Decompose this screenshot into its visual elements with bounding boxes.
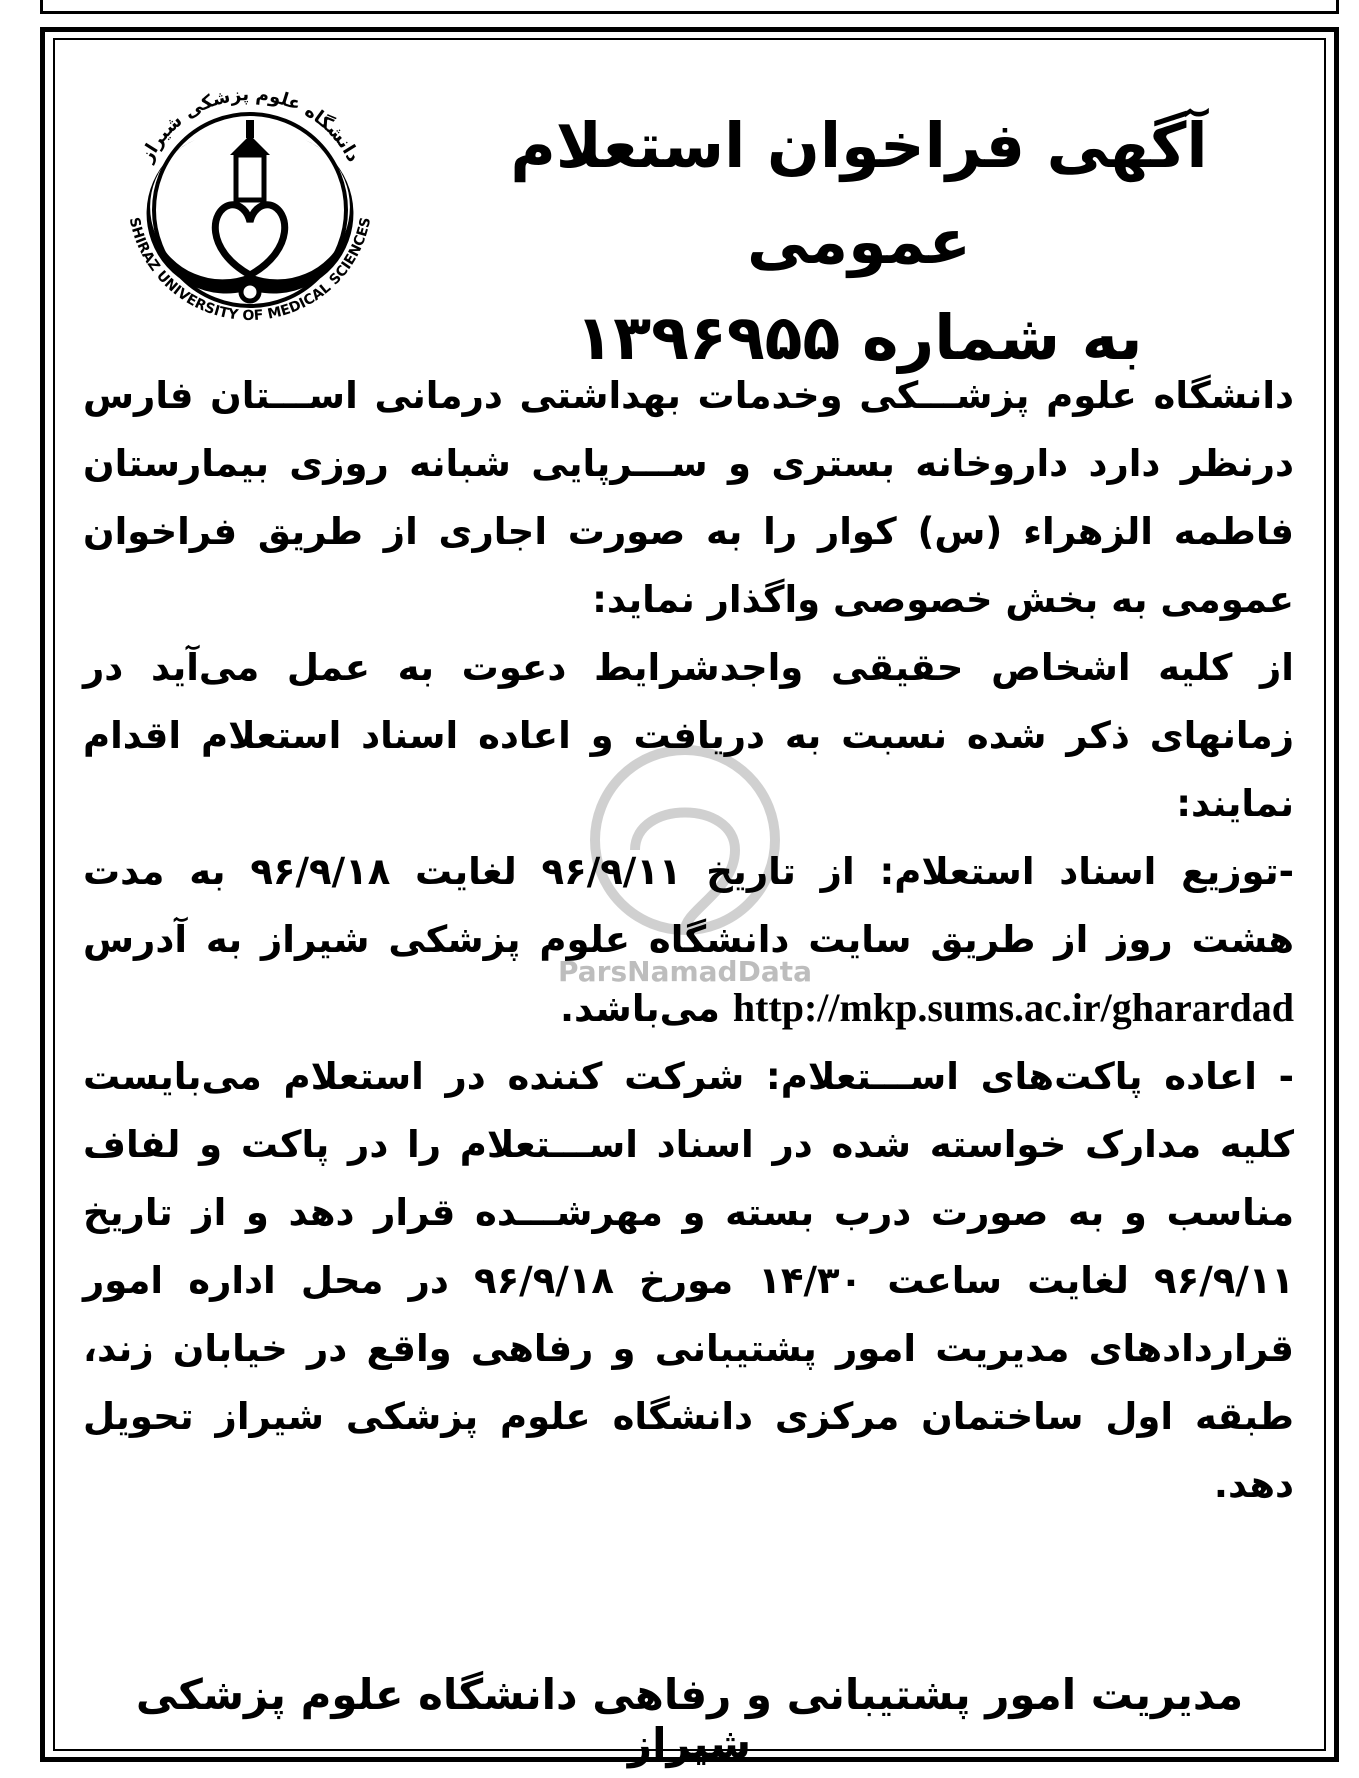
notice-inner-border <box>53 38 1326 1768</box>
top-rule <box>40 0 1339 14</box>
distribution-duration: هشت روز <box>1107 918 1295 961</box>
invitation-bold: اشخاص حقیقی <box>830 646 1131 689</box>
watermark-text: ParsNamadData <box>558 955 812 988</box>
distribution-end: می‌باشد. <box>560 987 733 1030</box>
distribution-site: از طریق سایت دانشگاه علوم پزشکی شیراز به آدرس <box>83 918 1108 961</box>
invitation-rest: واجدشرایط دعوت به عمل می‌آید در زمانهای ذکر شده نسبت به دریافت و اعاده اسناد استعلام اقدام نمایند: <box>83 646 1294 825</box>
distribution-label: -توزیع اسناد استعلام: <box>879 850 1294 893</box>
invitation-prefix: از کلیه <box>1130 646 1294 689</box>
notice-title <box>419 98 1299 386</box>
website-link[interactable]: http://mkp.sums.ac.ir/gharardad <box>732 985 1294 1030</box>
title-line-1: آگهی فراخوان استعلام عمومی <box>510 109 1208 278</box>
logo-en-text: SHIRAZ UNIVERSITY OF MEDICAL SCIENCES <box>125 215 375 325</box>
notice-footer: مدیریت امور پشتیبانی و رفاهی دانشگاه علوم پزشکی شیراز <box>135 1670 1244 1768</box>
notice-body <box>83 362 1294 1519</box>
paragraph-intro: دانشگاه علوم پزشـــکی وخدمات بهداشتی درمانی اســـتان فارس درنظر دارد داروخانه بستری و ســـرپایی شبانه روزی بیمارستان فاطمه الزهراء (س) کوار را به صورت اجاری از طریق فراخوان عمومی به بخش خصوصی واگذار نماید: <box>83 374 1294 621</box>
paragraph-invitation <box>83 634 1294 838</box>
title-line-2: به شماره ۱۳۹۶۹۵۵ <box>575 301 1143 374</box>
paragraph-return: - اعاده پاکت‌های اســـتعلام: شرکت کننده در استعلام می‌بایست کلیه مدارک خواسته شده در اسناد اســـتعلام را در پاکت و لفاف مناسب و به صورت درب بسته و مهرشـــده قرار دهد و از تاریخ ۹۶/۹/۱۱ لغایت ساعت ۱۴/۳۰ مورخ ۹۶/۹/۱۸ در محل اداره امور قراردادهای مدیریت امور پشتیبانی و رفاهی واقع در خیابان زند، طبقه اول ساختمان مرکزی دانشگاه علوم پزشکی شیراز تحویل دهد. <box>83 1055 1294 1506</box>
notice-frame <box>40 27 1339 1768</box>
paragraph-distribution <box>83 838 1294 1043</box>
logo-fa-text: دانشگاه علوم پزشکی شیراز <box>136 83 364 166</box>
distribution-dates: از تاریخ ۹۶/۹/۱۱ لغایت ۹۶/۹/۱۸ به مدت <box>83 850 880 893</box>
university-logo-icon <box>100 60 400 360</box>
